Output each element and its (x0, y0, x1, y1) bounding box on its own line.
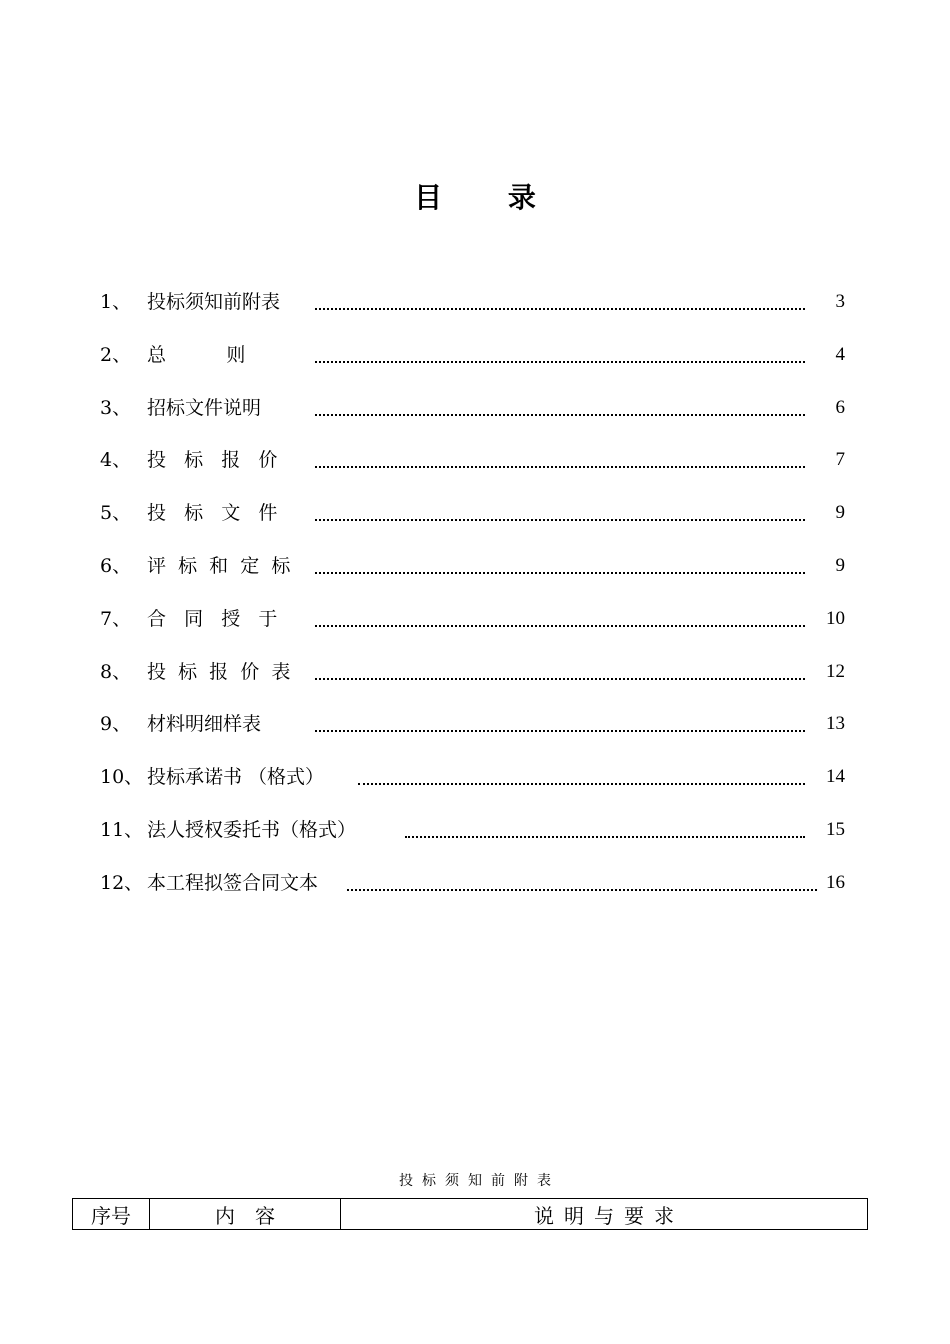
toc-entry-number: 5、 (100, 502, 132, 525)
toc-entry[interactable] (100, 654, 845, 707)
toc-entry-number: 12、 (100, 871, 144, 894)
column-header-content: 内容 (150, 1199, 341, 1230)
toc-entry-label: 评 标 和 定 标 (147, 554, 291, 577)
toc-entry-page: 16 (826, 871, 845, 893)
toc-entry-page: 6 (835, 396, 845, 418)
toc-entry[interactable] (100, 442, 845, 495)
toc-entry-label: 投 标 报 价 (147, 449, 278, 472)
dot-leader (347, 889, 817, 891)
toc-entry[interactable] (100, 865, 845, 918)
toc-entry-number: 3、 (100, 396, 132, 419)
toc-entry-label: 总 则 (147, 343, 246, 366)
toc-entry-number: 1、 (100, 291, 132, 313)
column-header-seq: 序号 (73, 1199, 150, 1230)
page-title: 目 录 (414, 181, 564, 214)
dot-leader (315, 361, 805, 363)
dot-leader (315, 730, 805, 732)
toc-entry[interactable] (100, 495, 845, 548)
toc-entry-label: 材料明细样表 (147, 713, 262, 736)
toc-entry[interactable] (100, 706, 845, 759)
dot-leader (315, 308, 805, 310)
toc-entry-page: 7 (835, 449, 845, 471)
toc-entry-label: 法人授权委托书（格式） (147, 818, 357, 841)
toc-entry-number: 10、 (100, 766, 144, 789)
toc-entry-label: 投 标 文 件 (147, 502, 278, 525)
toc-entry[interactable] (100, 548, 845, 601)
toc-entry[interactable] (100, 759, 845, 812)
toc-entry-label: 投标承诺书 （格式） (147, 766, 325, 789)
dot-leader (315, 414, 805, 416)
table-of-contents (100, 284, 845, 918)
toc-entry-page: 10 (826, 607, 845, 629)
appendix-title: 投标须知前附表 (399, 1173, 560, 1189)
column-header-desc: 说明与要求 (341, 1199, 868, 1230)
toc-entry-number: 11、 (100, 818, 144, 841)
toc-entry-label: 投 标 报 价 表 (147, 660, 291, 683)
toc-entry-page: 9 (835, 554, 845, 576)
toc-entry-number: 7、 (100, 607, 132, 630)
toc-entry-page: 12 (826, 660, 845, 682)
table-header-row (73, 1199, 868, 1230)
toc-entry-number: 9、 (100, 713, 132, 736)
toc-entry-page: 3 (835, 291, 845, 312)
toc-entry[interactable] (100, 601, 845, 654)
toc-entry-number: 4、 (100, 449, 132, 472)
toc-entry-page: 14 (826, 766, 845, 788)
toc-entry-page: 4 (835, 343, 845, 365)
dot-leader (315, 625, 805, 627)
toc-entry-label: 本工程拟签合同文本 (147, 871, 319, 894)
toc-entry-label: 招标文件说明 (147, 396, 262, 419)
dot-leader (315, 466, 805, 468)
dot-leader (315, 519, 805, 521)
dot-leader (315, 572, 805, 574)
toc-entry-number: 8、 (100, 660, 132, 683)
toc-entry-page: 9 (835, 502, 845, 524)
toc-entry-label: 合 同 授 于 (147, 607, 278, 630)
toc-entry[interactable] (100, 337, 845, 390)
appendix-table (72, 1198, 868, 1230)
dot-leader (358, 783, 805, 785)
toc-entry-number: 2、 (100, 343, 132, 366)
toc-entry-label: 投标须知前附表 (147, 291, 281, 313)
toc-entry[interactable] (100, 812, 845, 865)
toc-entry[interactable] (100, 284, 845, 337)
toc-entry-page: 13 (826, 713, 845, 735)
dot-leader (405, 836, 805, 838)
toc-entry[interactable] (100, 390, 845, 443)
toc-entry-number: 6、 (100, 554, 132, 577)
toc-entry-page: 15 (826, 818, 845, 840)
dot-leader (315, 678, 805, 680)
